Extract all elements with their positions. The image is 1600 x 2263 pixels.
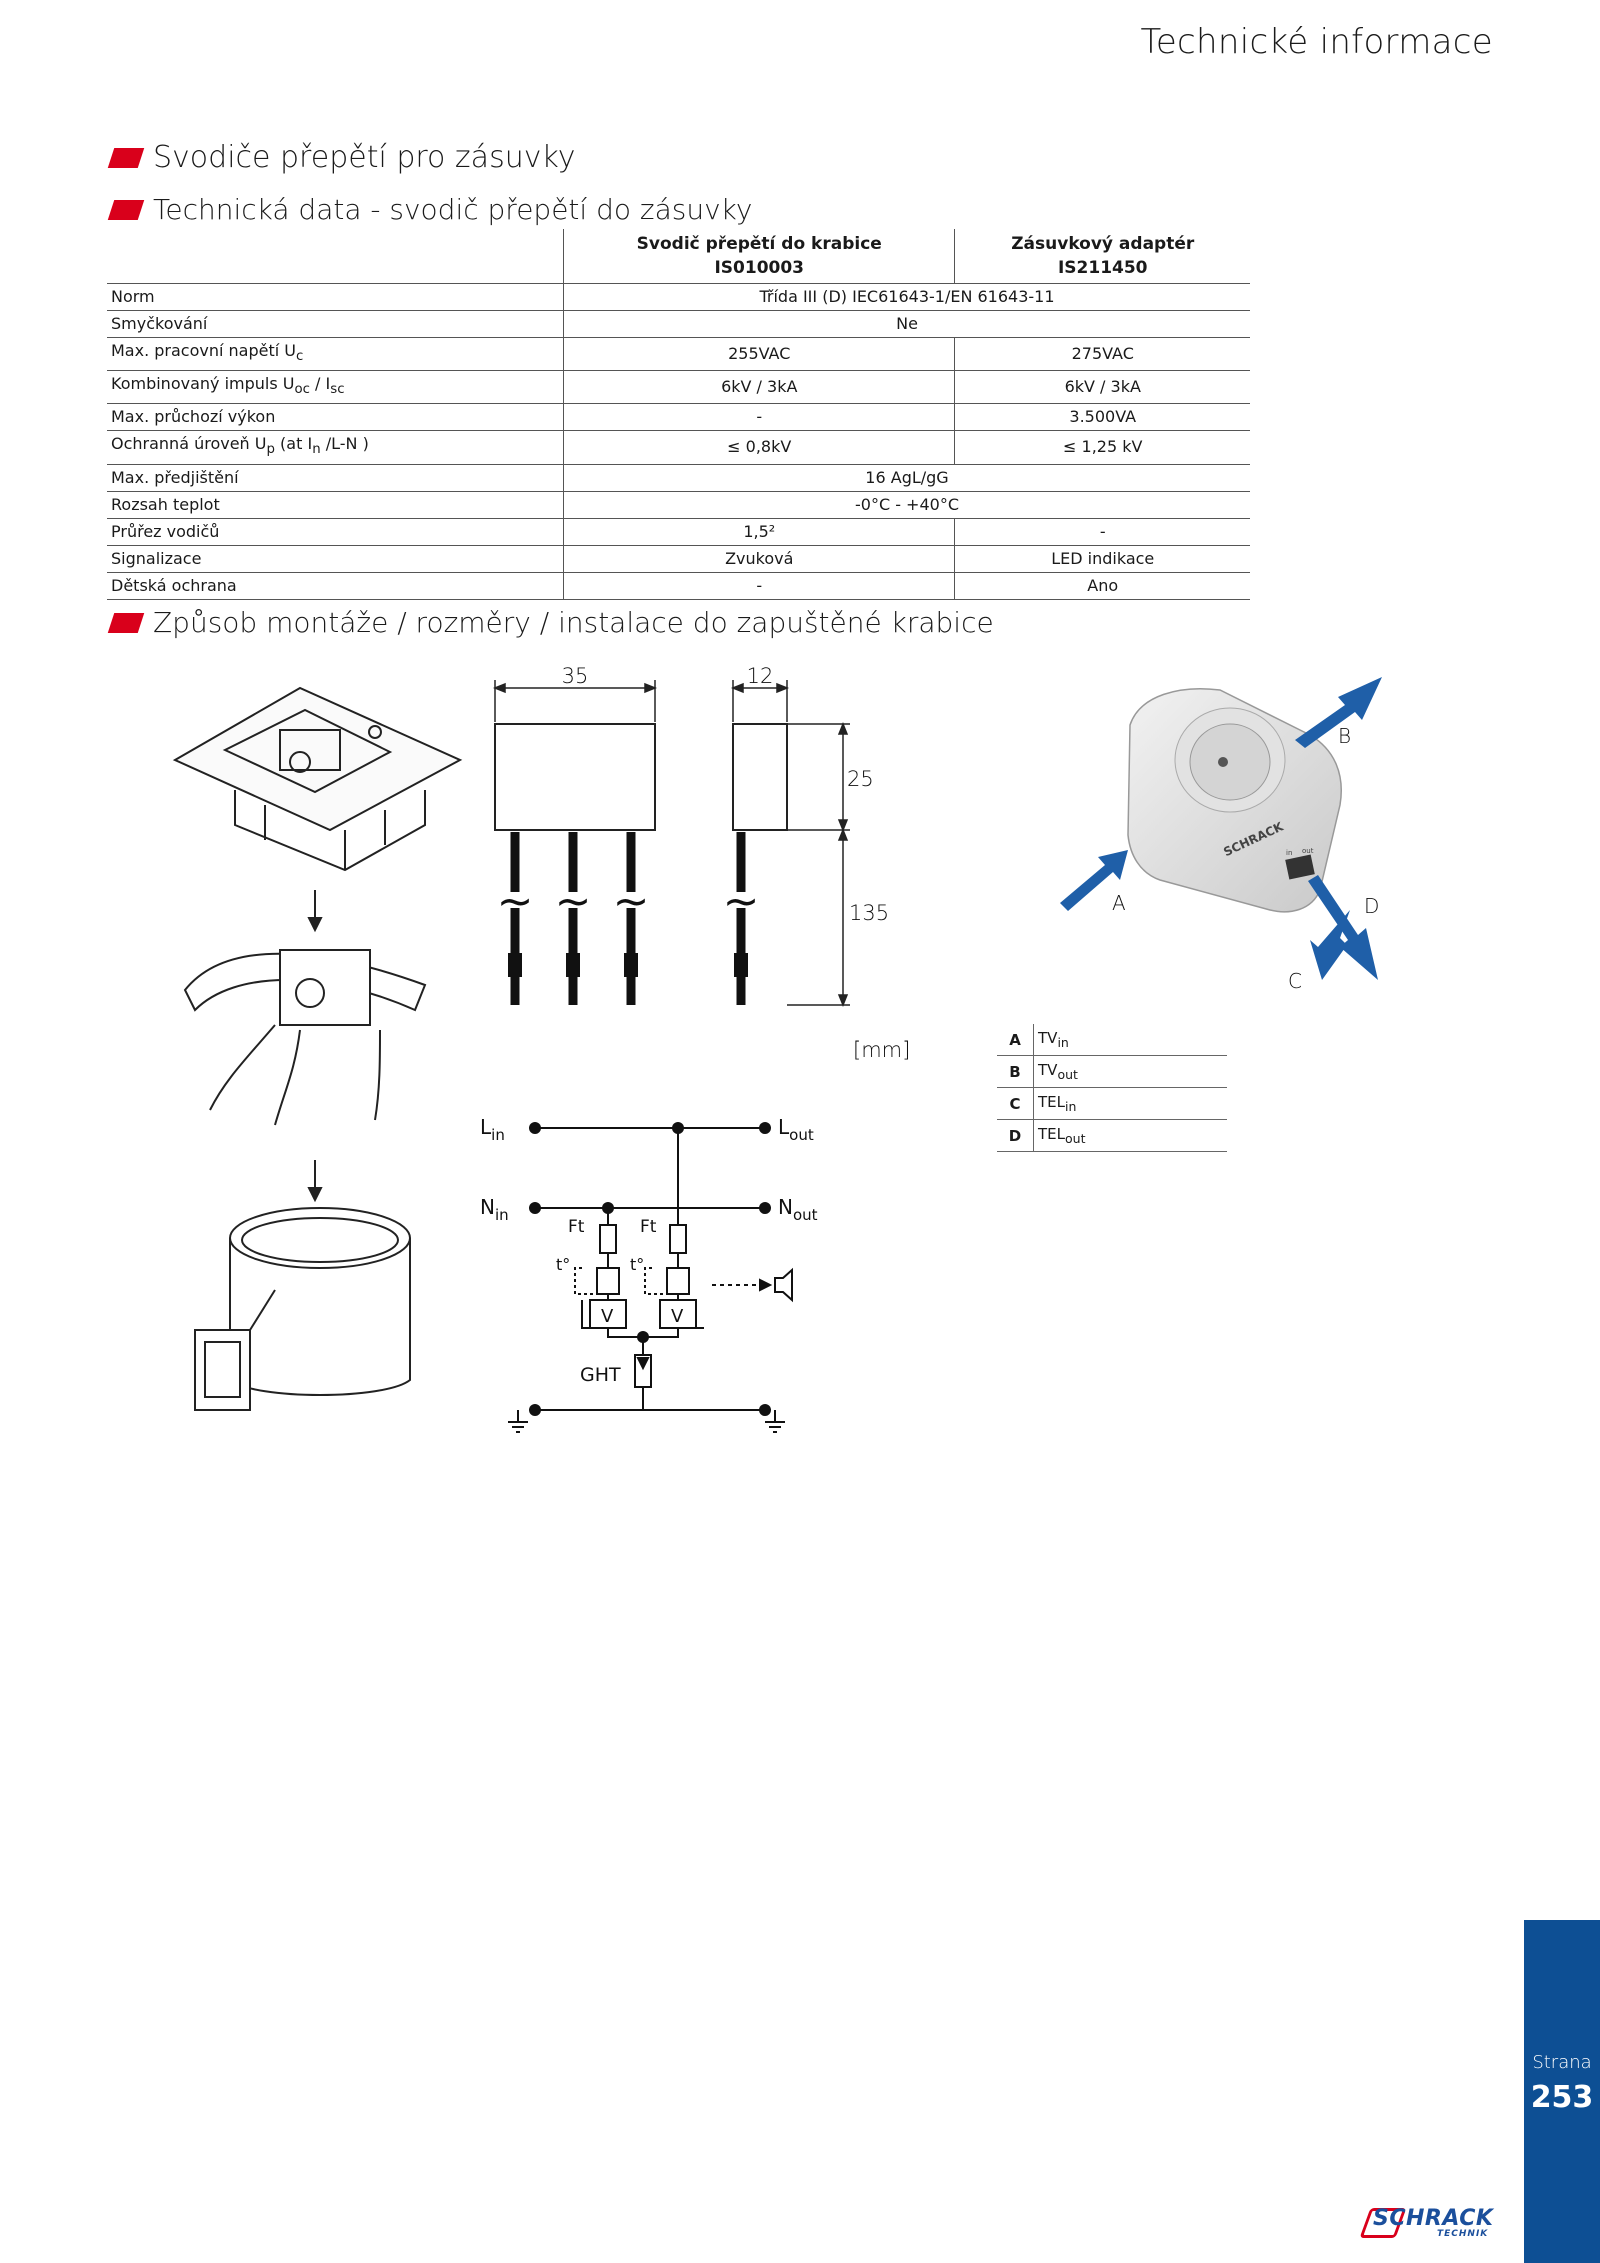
section-title-3: Způsob montáže / rozměry / instalace do zapuštěné krabice bbox=[107, 606, 994, 639]
dim-depth: 12 bbox=[746, 664, 774, 688]
table-row: Max. předjištění 16 AgL/gG bbox=[107, 464, 1250, 491]
label-b: B bbox=[1338, 724, 1352, 748]
schrack-logo: SCHRACK TECHNIK bbox=[1365, 2206, 1505, 2244]
page-header-title: Technické informace bbox=[1140, 22, 1493, 62]
label-ft: Ft bbox=[640, 1217, 657, 1237]
label-t: t° bbox=[630, 1255, 645, 1274]
tilde-mark: ~ bbox=[554, 876, 592, 927]
col-header-1: Svodič přepětí do krabice IS010003 bbox=[564, 229, 955, 284]
label-d: D bbox=[1364, 894, 1380, 918]
label-ght: GHT bbox=[580, 1364, 621, 1386]
section-title-1: Svodiče přepětí pro zásuvky bbox=[107, 140, 576, 175]
label-l-in: $L_{in}$ bbox=[480, 1115, 505, 1144]
table-row: Průřez vodičů 1,5² - bbox=[107, 518, 1250, 545]
dim-width: 35 bbox=[561, 664, 589, 688]
table-row: Kombinovaný impuls $U_{oc} / I_{sc}$ 6kV / 3kA 6kV / 3kA bbox=[107, 371, 1250, 404]
red-bullet-icon bbox=[108, 148, 144, 168]
page-number: 253 bbox=[1530, 2080, 1594, 2115]
legend-row: B $TV_{out}$ bbox=[997, 1056, 1227, 1088]
port-legend bbox=[997, 1024, 1227, 1152]
label-a: A bbox=[1112, 891, 1126, 915]
legend-row: D $TEL_{out}$ bbox=[997, 1120, 1227, 1152]
tilde-mark: ~ bbox=[496, 876, 534, 927]
label-ft: Ft bbox=[568, 1217, 585, 1237]
port-out-label: out bbox=[1302, 847, 1314, 855]
label-c: C bbox=[1288, 969, 1302, 993]
table-row: Ochranná úroveň $U_p$ (at $I_n$ /L-N ) ≤ 0,8kV ≤ 1,25 kV bbox=[107, 431, 1250, 464]
page-number-tab bbox=[1524, 1920, 1600, 2263]
dim-lead: 135 bbox=[849, 901, 890, 925]
table-row: Max. průchozí výkon - 3.500VA bbox=[107, 404, 1250, 431]
label-n-in: $N_{in}$ bbox=[480, 1195, 509, 1224]
tilde-mark: ~ bbox=[722, 876, 760, 927]
installation-drawing bbox=[165, 680, 475, 1450]
legend-row: C $TEL_{in}$ bbox=[997, 1088, 1227, 1120]
legend-row: A $TV_{in}$ bbox=[997, 1024, 1227, 1056]
table-row: Norm Třída III (D) IEC61643-1/EN 61643-11 bbox=[107, 284, 1250, 311]
table-row: Rozsah teplot -0°C - +40°C bbox=[107, 491, 1250, 518]
red-bullet-icon bbox=[108, 613, 144, 633]
port-in-label: in bbox=[1286, 849, 1293, 857]
table-header-row bbox=[107, 229, 1250, 284]
adapter-device-illustration bbox=[1050, 665, 1410, 1010]
table-row: Dětská ochrana - Ano bbox=[107, 572, 1250, 599]
device-brand: SCHRACK bbox=[1221, 819, 1286, 860]
label-t: t° bbox=[556, 1255, 571, 1274]
dimension-drawing bbox=[475, 660, 925, 1070]
page-label: Strana bbox=[1532, 2052, 1592, 2073]
label-n-out: $N_{out}$ bbox=[778, 1195, 818, 1224]
spec-table bbox=[107, 229, 1250, 600]
circuit-schematic bbox=[470, 1100, 850, 1450]
table-row: Signalizace Zvuková LED indikace bbox=[107, 545, 1250, 572]
label-v: V bbox=[601, 1306, 614, 1327]
label-v: V bbox=[671, 1306, 684, 1327]
tilde-mark: ~ bbox=[612, 876, 650, 927]
dim-height: 25 bbox=[847, 767, 874, 791]
label-l-out: $L_{out}$ bbox=[778, 1115, 814, 1144]
dim-unit: [mm] bbox=[853, 1038, 911, 1062]
table-row: Smyčkování Ne bbox=[107, 311, 1250, 338]
col-header-2: Zásuvkový adaptér IS211450 bbox=[955, 229, 1250, 284]
table-row: Max. pracovní napětí $U_c$ 255VAC 275VAC bbox=[107, 338, 1250, 371]
section-title-2: Technická data - svodič přepětí do zásuvky bbox=[107, 193, 752, 226]
red-bullet-icon bbox=[108, 200, 144, 220]
